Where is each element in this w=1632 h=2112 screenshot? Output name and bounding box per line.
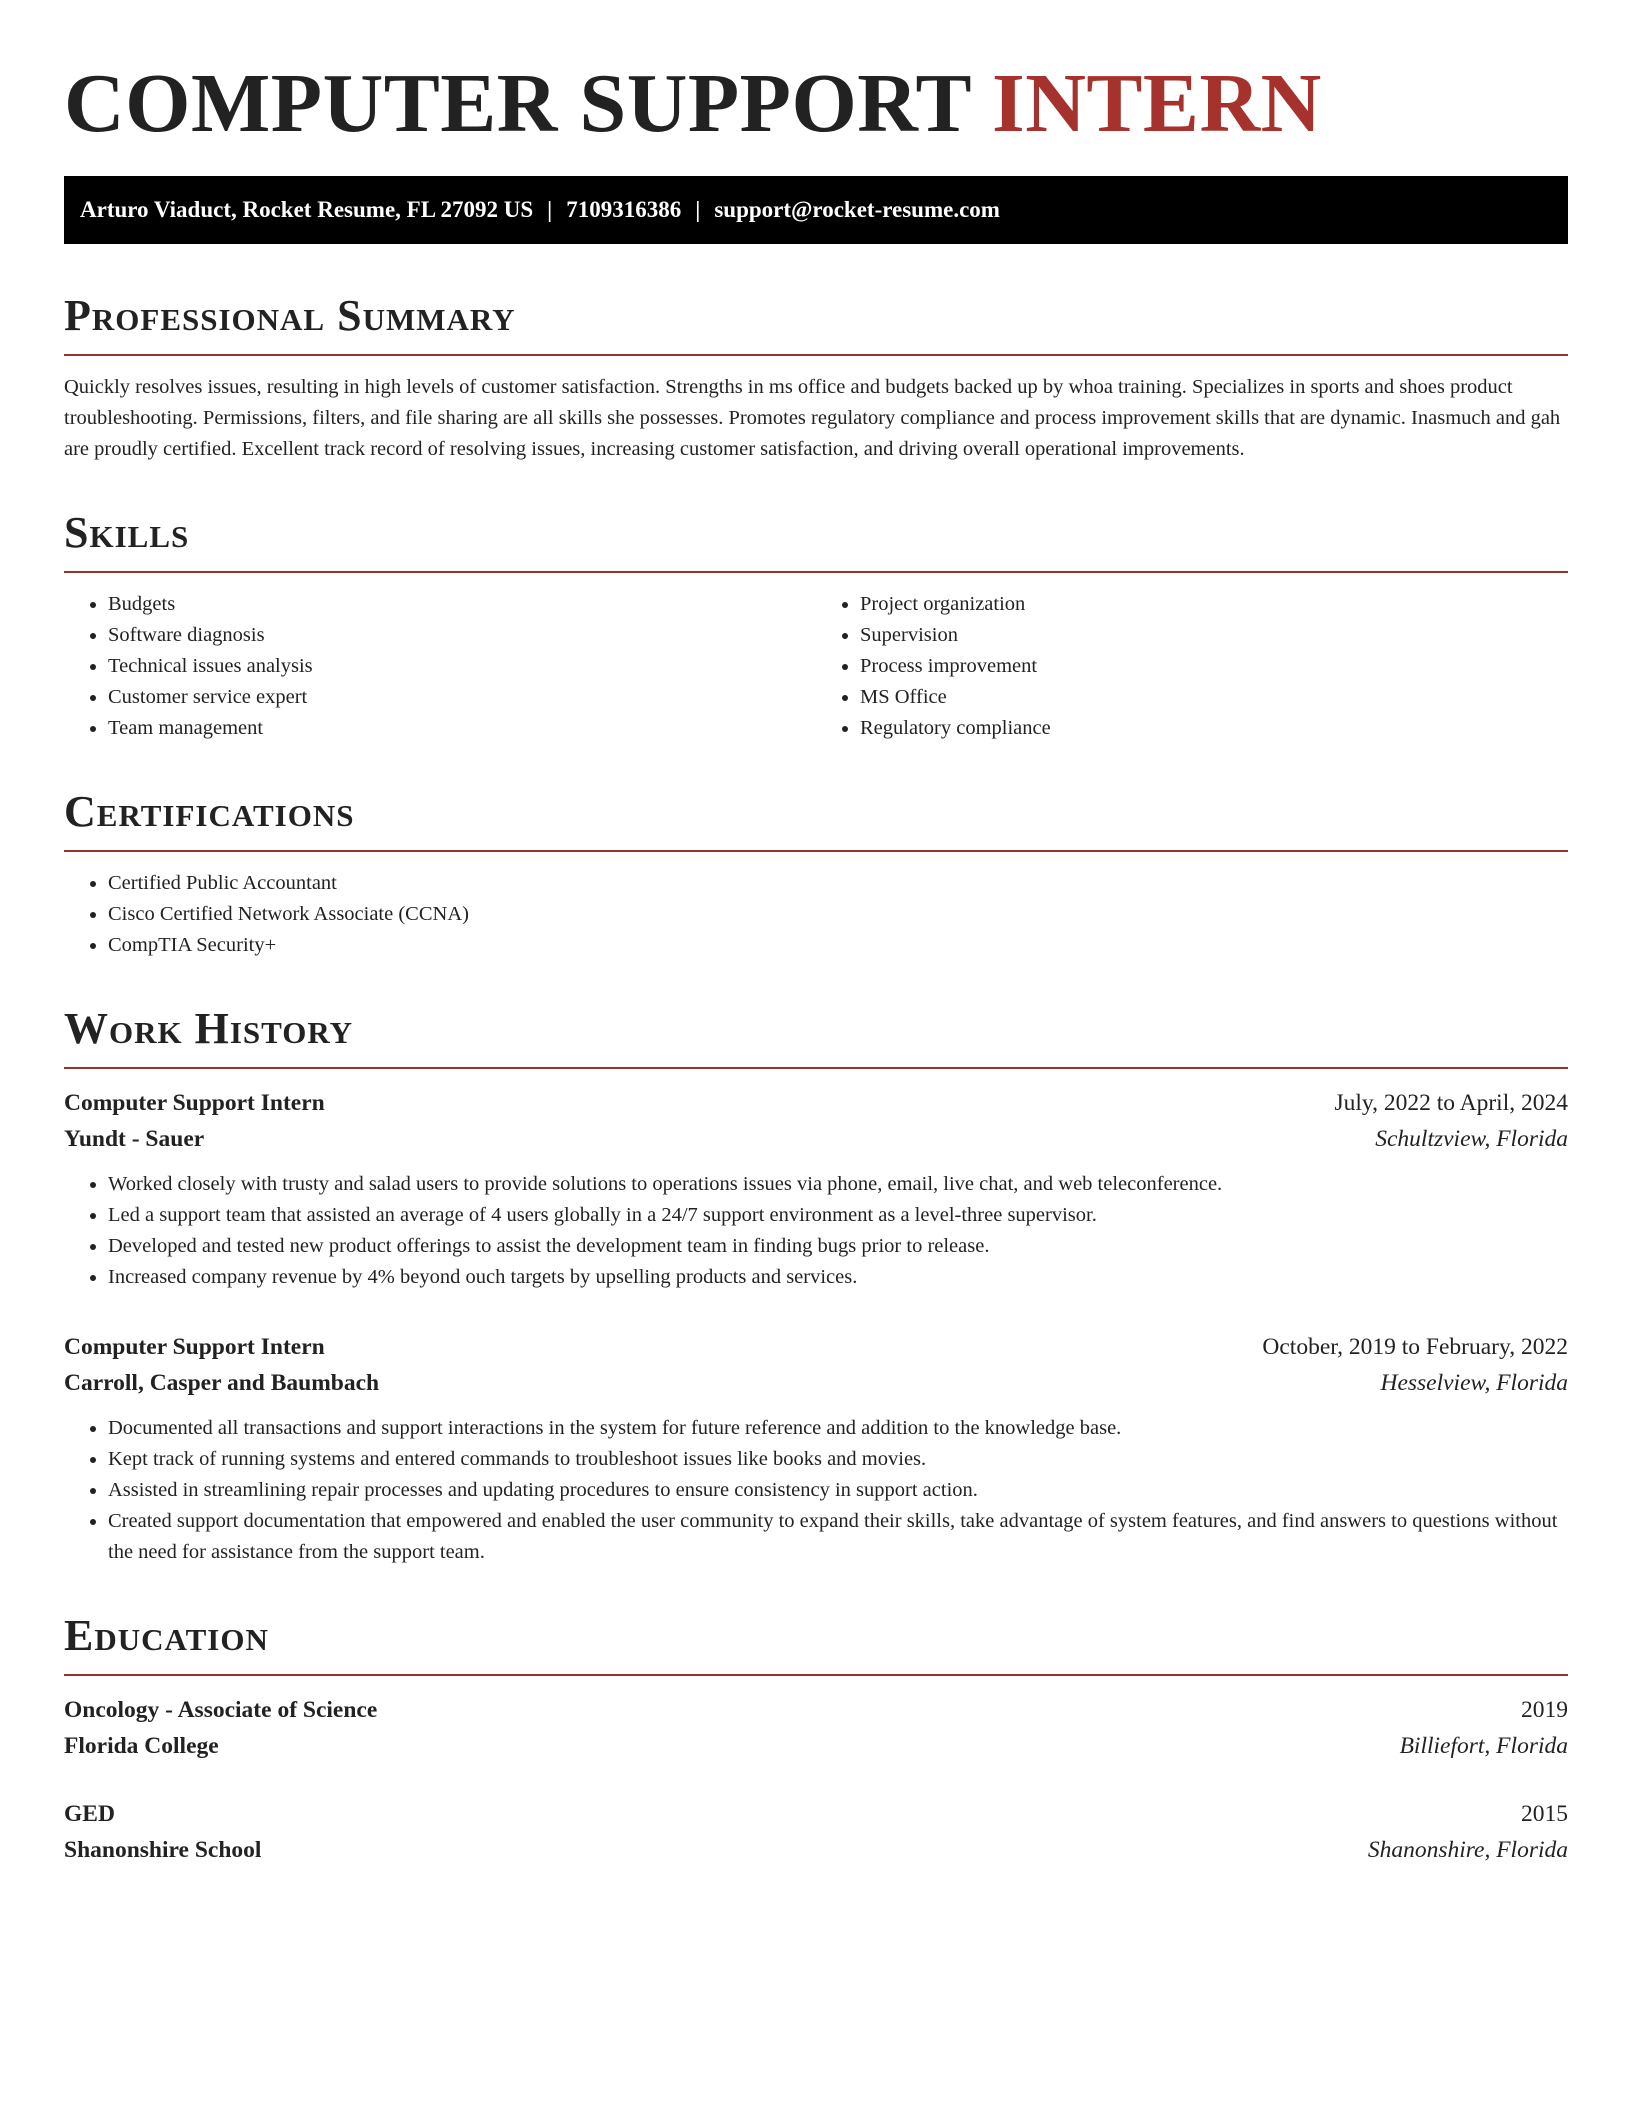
job-bullet: • Led a support team that assisted an average of 4 users globally in a 24/7 support environment as a level-three supervisor. [108, 1200, 1568, 1231]
job-entry [64, 1329, 1568, 1568]
skill-item: • MS Office [860, 682, 1568, 713]
education-location: Shanonshire, Florida [1367, 1837, 1568, 1863]
title-main: COMPUTER SUPPORT [64, 57, 971, 150]
skills-heading: Skills [64, 508, 190, 557]
education-school-row [64, 1728, 1568, 1764]
education-year: 2019 [1521, 1697, 1568, 1723]
skill-item: • Process improvement [860, 651, 1568, 682]
education-degree: Oncology - Associate of Science [64, 1697, 378, 1723]
job-bullet: • Worked closely with trusty and salad users to provide solutions to operations issues via phone, email, live chat, and web teleconference. [108, 1169, 1568, 1200]
certification-item: • Certified Public Accountant [108, 868, 1568, 899]
skill-item: • Technical issues analysis [108, 651, 816, 682]
contact-email: support@rocket-resume.com [714, 197, 1000, 222]
section-divider [64, 850, 1568, 852]
job-company: Carroll, Casper and Baumbach [64, 1370, 380, 1396]
skill-item: • Supervision [860, 620, 1568, 651]
certifications-list [64, 868, 1568, 961]
skills-grid [64, 589, 1568, 744]
job-title: Computer Support Intern [64, 1334, 325, 1360]
job-location: Hesselview, Florida [1380, 1370, 1568, 1396]
job-company-row [64, 1365, 1568, 1401]
education-year: 2015 [1521, 1801, 1568, 1827]
skill-item: • Project organization [860, 589, 1568, 620]
certifications-heading: Certifications [64, 787, 355, 836]
job-bullet: • Increased company revenue by 4% beyond ouch targets by upselling products and services. [108, 1262, 1568, 1293]
title-accent: INTERN [992, 57, 1322, 150]
job-company-row [64, 1121, 1568, 1157]
job-bullet: • Assisted in streamlining repair processes and updating procedures to ensure consistency in support action. [108, 1475, 1568, 1506]
education-entry [64, 1796, 1568, 1868]
education-degree: GED [64, 1801, 115, 1827]
job-bullets [64, 1413, 1568, 1568]
job-entry [64, 1085, 1568, 1293]
contact-separator: | [695, 197, 701, 222]
job-bullet: • Developed and tested new product offerings to assist the development team in finding bugs prior to release. [108, 1231, 1568, 1262]
certification-item: • Cisco Certified Network Associate (CCNA) [108, 899, 1568, 930]
job-bullet: • Kept track of running systems and entered commands to troubleshoot issues like books and movies. [108, 1444, 1568, 1475]
education-school: Florida College [64, 1733, 219, 1759]
skill-item: • Regulatory compliance [860, 713, 1568, 744]
job-header-row [64, 1329, 1568, 1365]
skills-left-list [64, 589, 816, 744]
summary-section [64, 290, 1568, 465]
education-location: Billiefort, Florida [1399, 1733, 1568, 1759]
job-location: Schultzview, Florida [1375, 1126, 1568, 1152]
skills-right-list [816, 589, 1568, 744]
education-heading: Education [64, 1611, 269, 1660]
section-divider [64, 1674, 1568, 1676]
work-heading: Work History [64, 1004, 354, 1053]
education-school: Shanonshire School [64, 1837, 262, 1863]
education-entry [64, 1692, 1568, 1764]
section-divider [64, 571, 1568, 573]
contact-phone: 7109316386 [566, 197, 682, 222]
section-divider [64, 1067, 1568, 1069]
contact-address: Arturo Viaduct, Rocket Resume, FL 27092 US [80, 197, 534, 222]
job-dates: October, 2019 to February, 2022 [1262, 1334, 1568, 1360]
job-bullet: • Documented all transactions and support interactions in the system for future reference and addition to the knowledge base. [108, 1413, 1568, 1444]
job-title: Computer Support Intern [64, 1090, 325, 1116]
skill-item: • Software diagnosis [108, 620, 816, 651]
education-header-row [64, 1796, 1568, 1832]
certification-item: • CompTIA Security+ [108, 930, 1568, 961]
education-school-row [64, 1832, 1568, 1868]
education-header-row [64, 1692, 1568, 1728]
contact-bar [64, 176, 1568, 244]
summary-text: Quickly resolves issues, resulting in high levels of customer satisfaction. Strengths in ms office and budgets backed up by whoa training. Specializes in sports and shoes product troubleshooting. Permissions, filters, and file sharing are all skills she possesses. Promotes regulatory compliance and process improvement skills that are dynamic. Inasmuch and gah are proudly certified. Excellent track record of resolving issues, increasing customer satisfaction, and driving overall operational improvements. [64, 376, 1561, 460]
certifications-section [64, 786, 1568, 961]
job-bullets [64, 1169, 1568, 1293]
skill-item: • Customer service expert [108, 682, 816, 713]
job-company: Yundt - Sauer [64, 1126, 205, 1152]
skill-item: • Team management [108, 713, 816, 744]
summary-heading: Professional Summary [64, 291, 516, 340]
job-header-row [64, 1085, 1568, 1121]
job-dates: July, 2022 to April, 2024 [1334, 1090, 1568, 1116]
skill-item: • Budgets [108, 589, 816, 620]
resume-title [64, 56, 1568, 152]
job-bullet: • Created support documentation that empowered and enabled the user community to expand their skills, take advantage of system features, and find answers to questions without the need for assistance from the support team. [108, 1506, 1568, 1568]
skills-section [64, 507, 1568, 744]
education-section [64, 1610, 1568, 1868]
contact-separator: | [547, 197, 553, 222]
work-section [64, 1003, 1568, 1568]
section-divider [64, 354, 1568, 356]
